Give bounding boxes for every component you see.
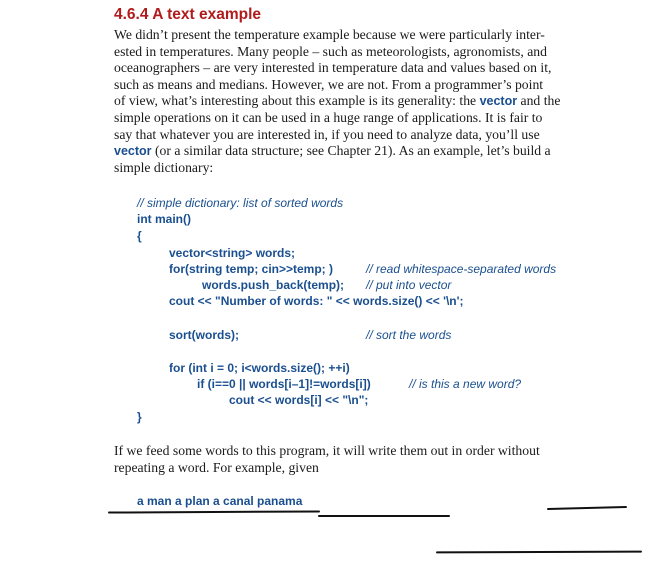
- code-comment: // read whitespace-separated words: [366, 262, 557, 276]
- text-line: repeating a word. For example, given: [114, 459, 319, 475]
- code-line: cout << words[i] << "\n";: [229, 393, 369, 407]
- code-line: }: [137, 410, 142, 424]
- text-line: oceanographers – are very interested in temperature data and values based on it,: [114, 60, 552, 76]
- section-title: A text example: [152, 6, 262, 23]
- text-line: such as means and medians. However, we are not. From a programmer’s point: [114, 76, 544, 92]
- code-comment: // sort the words: [366, 328, 452, 342]
- code-line: if (i==0 || words[i–1]!=words[i]): [197, 377, 371, 391]
- code-line: {: [137, 229, 142, 243]
- text-line: say that whatever you are interested in, if you need to analyze data, you’ll use: [114, 126, 540, 142]
- text-line: simple operations on it can be used in a huge range of applications. It is fair to: [114, 109, 543, 125]
- annotation-stroke: [436, 551, 642, 554]
- text-line: [114, 93, 582, 110]
- code-line: for (int i = 0; i<words.size(); ++i): [169, 361, 350, 375]
- annotation-stroke: [547, 506, 627, 510]
- annotation-stroke: [318, 515, 450, 517]
- follow-paragraph: [114, 443, 582, 476]
- section-heading: [114, 6, 261, 24]
- code-line: int main(): [137, 212, 191, 226]
- code-line: for(string temp; cin>>temp; ): [169, 262, 334, 276]
- text-line: ested in temperatures. Many people – such as meteorologists, agronomists, and: [114, 43, 547, 59]
- code-comment: // simple dictionary: list of sorted words: [137, 196, 344, 210]
- inline-code-vector: vector: [479, 94, 518, 109]
- code-line: vector<string> words;: [169, 246, 296, 260]
- code-line: cout << "Number of words: " << words.size() << '\n';: [169, 294, 464, 308]
- inline-code-vector: vector: [114, 144, 152, 159]
- intro-paragraph: [114, 27, 582, 176]
- example-input: a man a plan a canal panama: [137, 494, 303, 508]
- text-line: [114, 143, 582, 160]
- code-line: words.push_back(temp);: [202, 278, 345, 292]
- text-fragment: and the: [517, 93, 561, 109]
- annotation-stroke: [108, 510, 320, 513]
- section-number: 4.6.4: [114, 6, 149, 23]
- code-line: sort(words);: [169, 328, 239, 342]
- text-line: If we feed some words to this program, it will write them out in order without: [114, 443, 540, 458]
- text-fragment: (or a similar data structure; see Chapter 21). As an example, let’s build a: [151, 143, 551, 159]
- code-comment: // put into vector: [366, 278, 452, 292]
- text-line: We didn’t present the temperature example because we were particularly inter-: [114, 27, 545, 42]
- code-comment: // is this a new word?: [409, 377, 522, 391]
- text-fragment: of view, what’s interesting about this example is its generality: the: [114, 93, 480, 109]
- text-line: simple dictionary:: [114, 159, 214, 175]
